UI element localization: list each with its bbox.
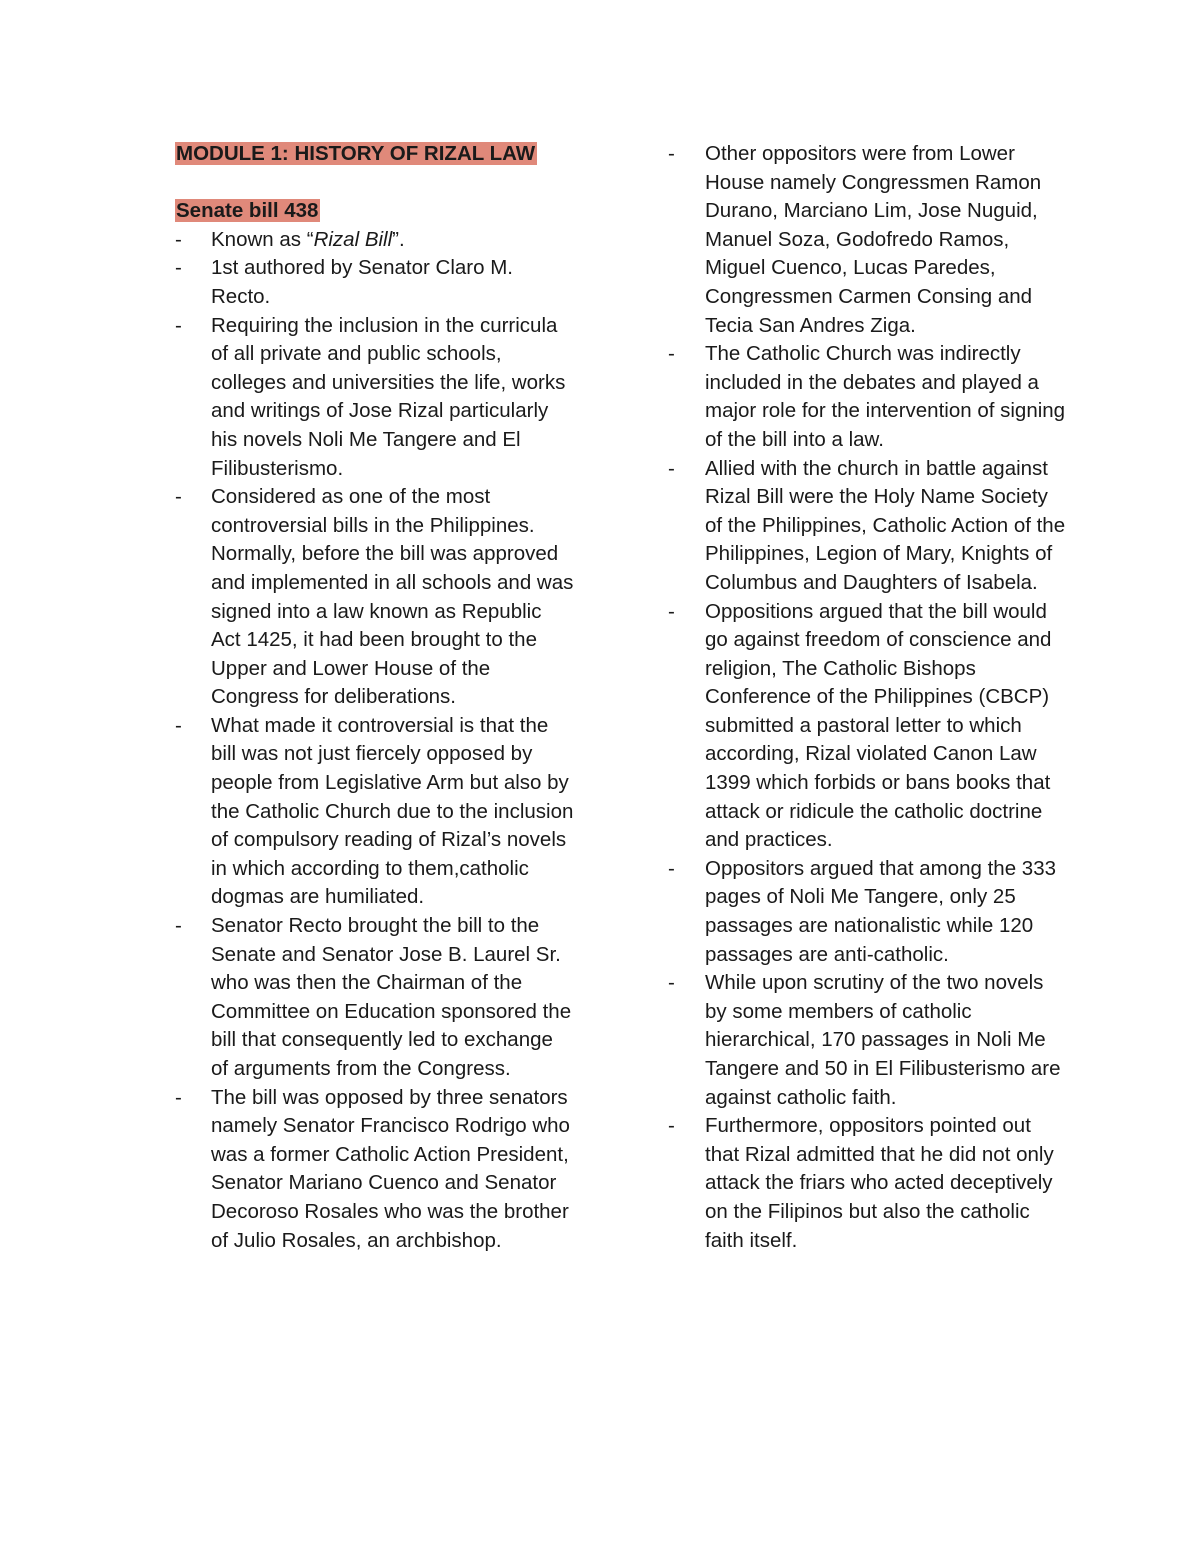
section-heading-line (175, 197, 575, 226)
bullet-dash: - (175, 313, 182, 337)
list-item-text: The Catholic Church was indirectly included in the debates and played a major role for the intervention of signing of the bill into a law. (705, 342, 1066, 451)
left-bullet-list (175, 226, 575, 1255)
list-item (175, 912, 575, 1084)
item-prefix: Known as “ (211, 227, 314, 251)
list-item-text: Oppositors argued that among the 333 pages of Noli Me Tangere, only 25 passages are nationalistic while 120 passages are anti-catholic. (705, 856, 1057, 966)
list-item-text: Other oppositors were from Lower House namely Congressmen Ramon Durano, Marciano Lim, Jose Nuguid, Manuel Soza, Godofredo Ramos, Miguel Cuenco, Lucas Paredes, Congressmen Carmen Consing and Tecia San Andres Ziga. (705, 142, 1042, 337)
bullet-dash: - (175, 256, 182, 280)
list-item (175, 254, 575, 311)
bullet-dash: - (668, 599, 675, 623)
module-title: MODULE 1: HISTORY OF RIZAL LAW (176, 142, 536, 165)
list-item (668, 340, 1068, 454)
list-item-text: Considered as one of the most controversial bills in the Philippines. Normally, before the bill was approved and implemented in all schools and was signed into a law known as Republic Act 1425, it had been brought to the Upper and Lower House of the Congress for deliberations. (211, 485, 574, 709)
item-emphasis: Rizal Bill (313, 227, 393, 251)
list-item-text: Senator Recto brought the bill to the Senate and Senator Jose B. Laurel Sr. who was then the Chairman of the Committee on Education sponsored the bill that consequently led to exchange of arguments from the Congress. (211, 914, 572, 1080)
bullet-dash: - (175, 713, 182, 737)
right-column (668, 140, 1068, 1255)
list-item (668, 855, 1068, 969)
item-suffix: ”. (392, 227, 405, 251)
list-item (175, 712, 575, 912)
list-item (175, 483, 575, 712)
bullet-dash: - (668, 1114, 675, 1138)
bullet-dash: - (668, 856, 675, 880)
list-item (668, 969, 1068, 1112)
bullet-dash: - (668, 142, 675, 165)
right-bullet-list (668, 140, 1068, 1255)
list-item-text: 1st authored by Senator Claro M. Recto. (211, 256, 513, 308)
list-item-text: Requiring the inclusion in the curricula of all private and public schools, colleges and universities the life, works and writings of Jose Rizal particularly his novels Noli Me Tangere and El Filibusterismo. (211, 313, 566, 480)
bullet-dash: - (175, 914, 182, 938)
list-item-text: While upon scrutiny of the two novels by some members of catholic hierarchical, 170 passages in Noli Me Tangere and 50 in El Filibusterismo are against catholic faith. (705, 971, 1061, 1109)
section-heading: Senate bill 438 (176, 199, 319, 223)
list-item (175, 312, 575, 484)
bullet-dash: - (175, 485, 182, 509)
list-item-text: Allied with the church in battle against Rizal Bill were the Holy Name Society of the Philippines, Catholic Action of the Philippines, Legion of Mary, Knights of Columbus and Daughters of Isabela. (705, 456, 1066, 594)
list-item (175, 1084, 575, 1256)
module-title-line (175, 140, 575, 169)
bullet-dash: - (668, 456, 675, 480)
list-item-text: Furthermore, oppositors pointed out that Rizal admitted that he did not only attack the friars who acted deceptively on the Filipinos but also the catholic faith itself. (705, 1114, 1054, 1252)
list-item (668, 598, 1068, 855)
bullet-dash: - (175, 1085, 182, 1109)
bullet-dash: - (668, 971, 675, 995)
left-column (175, 140, 575, 1255)
list-item-text: What made it controversial is that the bill was not just fiercely opposed by people from Legislative Arm but also by the Catholic Church due to the inclusion of compulsory reading of Rizal’s novels in which according to them,catholic dogmas are humiliated. (211, 713, 574, 909)
list-item (668, 1112, 1068, 1255)
bullet-dash: - (668, 342, 675, 366)
bullet-dash: - (175, 227, 182, 251)
list-item (668, 455, 1068, 598)
list-item-text: Oppositions argued that the bill would go against freedom of conscience and religion, The Catholic Bishops Conference of the Philippines (CBCP) submitted a pastoral letter to which according, Rizal violated Canon Law 1399 which forbids or bans books that attack or ridicule the catholic doctrine and practices. (705, 599, 1052, 852)
list-item (175, 226, 575, 255)
list-item (668, 140, 1068, 340)
list-item-text: The bill was opposed by three senators namely Senator Francisco Rodrigo who was a former Catholic Action President, Senator Mariano Cuenco and Senator Decoroso Rosales who was the brother of Julio Rosales, an archbishop. (211, 1085, 570, 1252)
